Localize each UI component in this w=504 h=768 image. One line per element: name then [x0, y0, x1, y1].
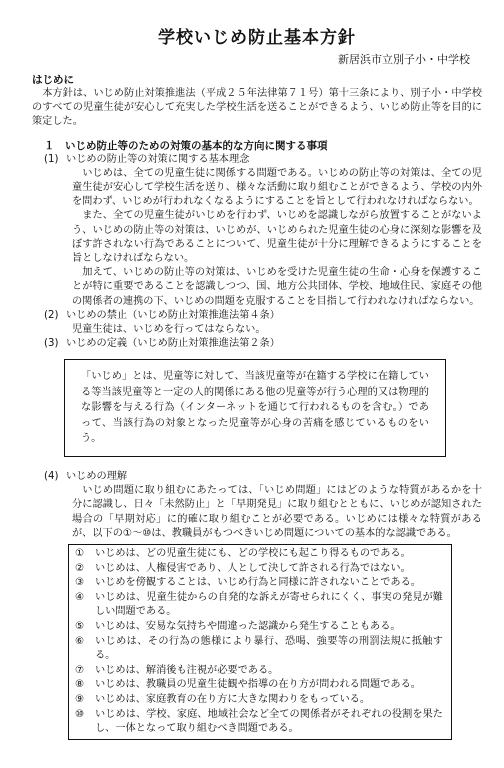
sub3-heading: [32, 337, 482, 351]
list-item-text: いじめは、どの児童生徒にも、どの学校にも起こり得るものである。: [95, 547, 411, 559]
intro-heading: はじめに: [32, 74, 74, 86]
sub4-body: [32, 484, 482, 541]
list-item-text: いじめは、家庭教育の在り方に大きな関わりをもっている。: [95, 693, 371, 705]
list-item-marker: ③: [75, 577, 85, 589]
list-item: [75, 678, 443, 693]
sub1-number: (1): [44, 153, 59, 165]
sub2-text: 児童生徒は、いじめを行ってはならない。: [72, 324, 266, 336]
sub2-label: いじめの禁止（いじめ防止対策推進法第４条）: [66, 309, 280, 321]
sub1-paragraph: いじめは、全ての児童生徒に関係する問題である。いじめの防止等の対策は、全ての児童生徒が安心して学校生活を送り、様々な活動に取り組むことができるよう、学校の内外を問わず、いじめが行われなくなるようにすることを旨として行われなければならない。: [72, 167, 482, 208]
sub4-text: いじめ問題に取り組むにあたっては、「いじめ問題」にはどのような特質があるかを十分に認識し、日々「未然防止」と「早期発見」に取り組むとともに、いじめが認知された場合の「早期対応」に的確に取り組むことが必要である。いじめには様々な特質があるが、以下の①～⑩は、教職員がもつべきいじめ問題についての基本的な認識である。: [72, 485, 482, 539]
list-item: [75, 591, 443, 620]
list-item: [75, 708, 443, 737]
sub3-label: いじめの定義（いじめ防止対策推進法第２条）: [66, 338, 280, 350]
list-item-marker: ⑨: [75, 693, 85, 705]
document-title: 学校いじめ防止基本方針: [158, 28, 356, 48]
list-item: [75, 664, 443, 679]
sub4-label: いじめの理解: [66, 470, 128, 482]
list-item: [75, 693, 443, 708]
list-item-marker: ①: [75, 547, 85, 559]
list-item-marker: ④: [75, 591, 85, 603]
list-item: [75, 562, 443, 577]
list-item-marker: ⑩: [75, 708, 85, 720]
list-item: [75, 576, 443, 591]
list-item-text: いじめは、人権侵害であり、人として決して許される行為ではない。: [95, 562, 411, 574]
sub1-heading: [32, 153, 482, 167]
list-item: [75, 635, 443, 664]
section1-heading: １ いじめ防止等のための対策の基本的な方向に関する事項: [44, 139, 328, 152]
sub1-body: [32, 167, 482, 309]
list-item-text: いじめを傍観することは、いじめ行為と同様に許されないことである。: [95, 577, 421, 589]
sub2-body: [32, 323, 482, 337]
school-name: 新居浜市立別子小・中学校: [338, 53, 470, 66]
sub4-number: (4): [44, 470, 59, 482]
list-item-marker: ⑤: [75, 620, 85, 632]
list-item-marker: ⑥: [75, 635, 85, 647]
bullying-definition-box: [64, 359, 446, 457]
list-item-text: いじめは、解消後も注視が必要である。: [95, 664, 279, 676]
sub2-number: (2): [44, 309, 59, 321]
bullying-definition-text: 「いじめ」とは、児童等に対して、当該児童等が在籍する学校に在籍している等当該児童等と一定の人的関係にある他の児童等が行う心理的又は物理的な影響を与える行為（インターネットを通じて行われるものを含む。）であって、当該行為の対象となった児童等が心身の苦痛を感じているものをいう。: [81, 371, 429, 445]
sub3-number: (3): [44, 338, 59, 350]
list-item-marker: ⑦: [75, 664, 85, 676]
understanding-list-box: [68, 544, 452, 740]
list-item: [75, 620, 443, 635]
list-item-text: いじめは、児童生徒からの自発的な訴えが寄せられにくく、事実の発見が難しい問題である。: [95, 591, 443, 618]
list-item-marker: ②: [75, 562, 85, 574]
list-item: [75, 547, 443, 562]
list-item-marker: ⑧: [75, 679, 85, 691]
list-item-text: いじめは、教職員の児童生徒観や指導の在り方が問われる問題である。: [95, 679, 421, 691]
sub1-paragraph: また、全ての児童生徒がいじめを行わず、いじめを認識しながら放置することがないよう、いじめの防止等の対策は、いじめが、いじめられた児童生徒の心身に深刻な影響を及ぼす許されない行為であることについて、児童生徒が十分に理解できるようにすることを旨としなければならない。: [72, 210, 482, 265]
intro-text: 本方針は、いじめ防止対策推進法（平成２５年法律第７１号）第十三条により、別子小・中学校のすべての児童生徒が安心して充実した学校生活を送ることができるよう、いじめ防止等を目的に策定した。: [32, 88, 482, 128]
list-item-text: いじめは、学校、家庭、地域社会など全ての関係者がそれぞれの役割を果たし、一体となって取り組むべき問題である。: [95, 708, 443, 735]
sub1-label: いじめの防止等の対策に関する基本理念: [66, 153, 250, 165]
list-item-text: いじめは、その行為の態様により暴行、恐喝、強要等の刑罰法規に抵触する。: [95, 635, 443, 662]
sub4-heading: [32, 470, 482, 484]
sub2-heading: [32, 309, 482, 323]
sub1-paragraph: 加えて、いじめの防止等の対策は、いじめを受けた児童生徒の生命・心身を保護することが特に重要であることを認識しつつ、国、地方公共団体、学校、地域住民、家庭その他の関係者の連携の下、いじめの問題を克服することを目指して行われなければならない。: [72, 267, 482, 307]
list-item-text: いじめは、安易な気持ちや間違った認識から発生することもある。: [95, 620, 401, 632]
